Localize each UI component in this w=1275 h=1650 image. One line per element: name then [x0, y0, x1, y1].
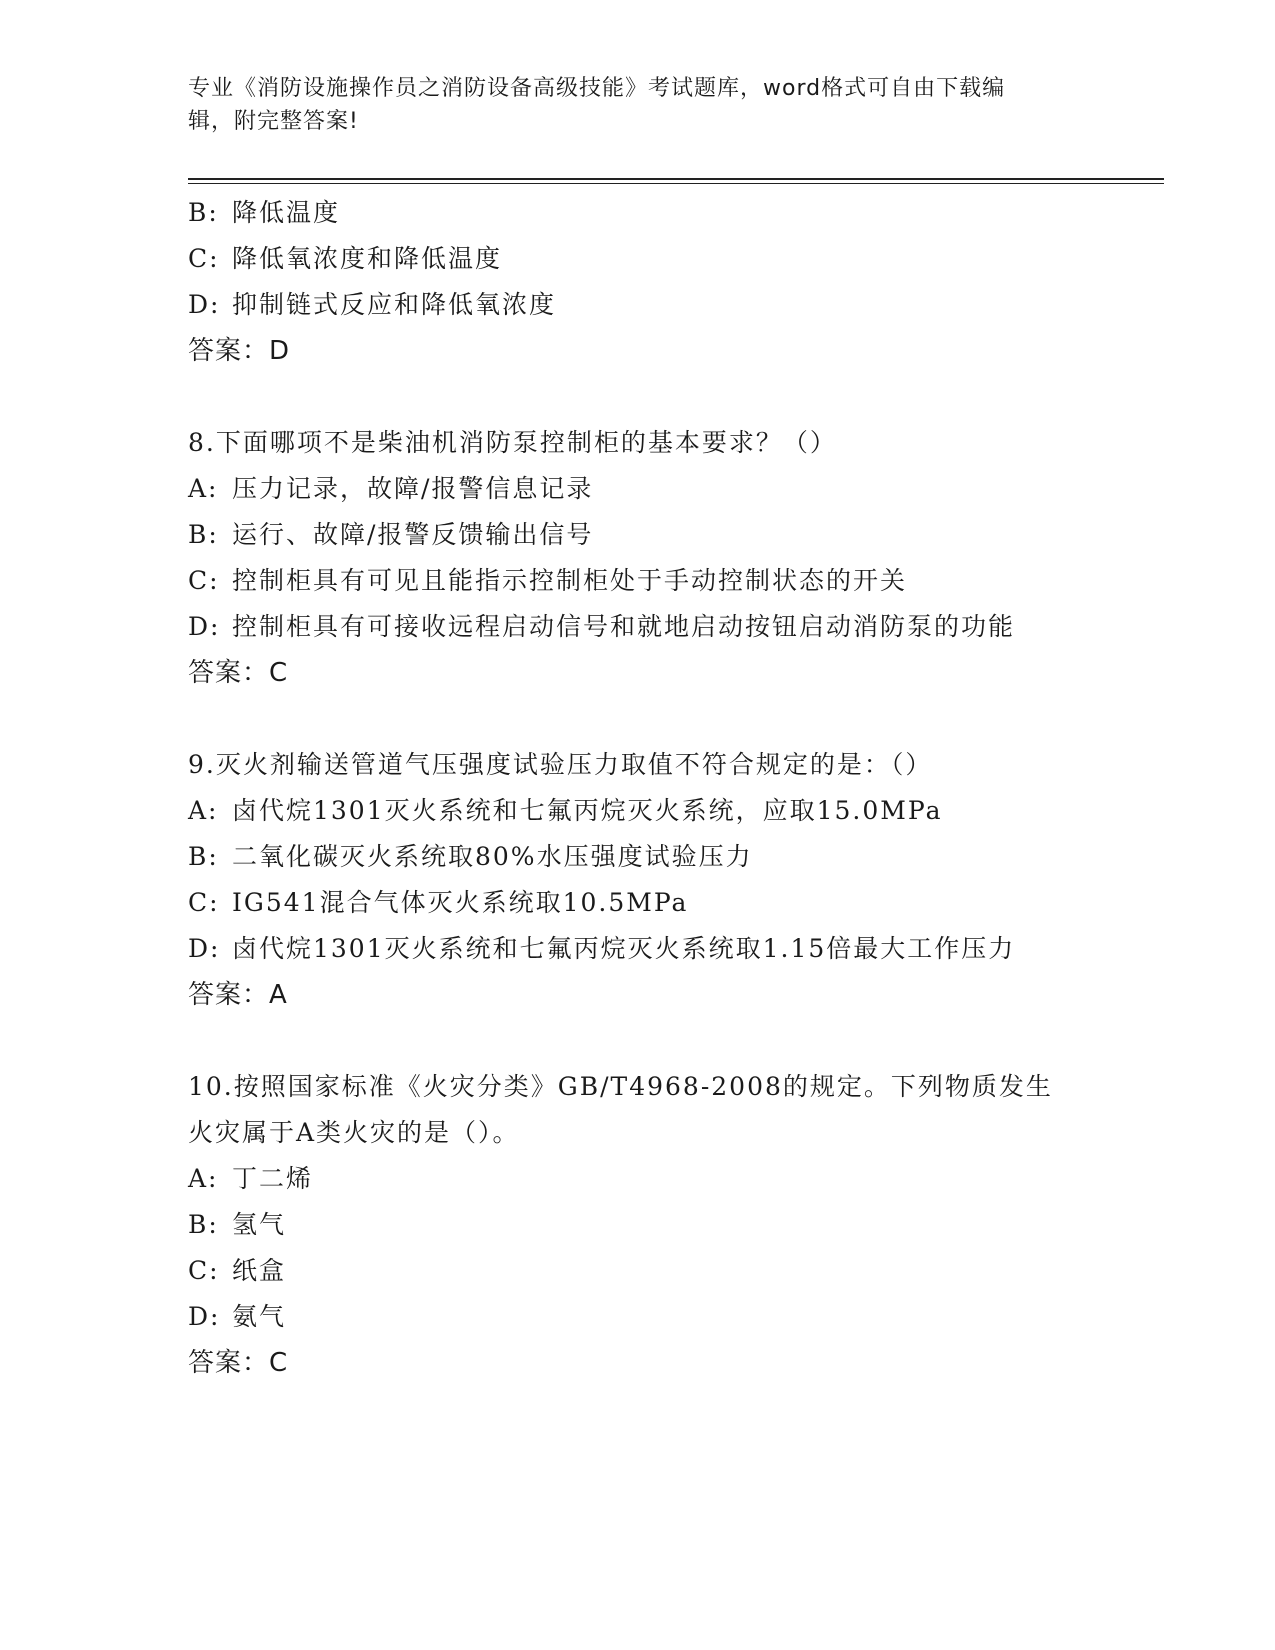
answer-line: 答案：D: [188, 336, 291, 366]
option-text: 控制柜具有可见且能指示控制柜处于手动控制状态的开关: [232, 566, 908, 595]
header-rule-thin: [188, 183, 1164, 184]
question-title-line-2: 火灾属于A类火灾的是（）。: [188, 1118, 520, 1147]
option-d: [188, 926, 1088, 972]
option-label: A:: [188, 474, 219, 503]
option-label: C:: [188, 566, 220, 595]
answer-line: 答案：A: [188, 980, 288, 1010]
option-text: 抑制链式反应和降低氧浓度: [232, 290, 557, 319]
option-label: C:: [188, 888, 220, 917]
answer-line: 答案：C: [188, 1348, 289, 1378]
option-text: 丁二烯: [232, 1164, 314, 1193]
question-title: 9.灭火剂输送管道气压强度试验压力取值不符合规定的是：（）: [188, 750, 933, 779]
spacer: [188, 1018, 1088, 1064]
option-label: B:: [188, 198, 219, 227]
option-text: 氨气: [232, 1302, 287, 1331]
option-d: [188, 604, 1088, 650]
header-line-2: 辑，附完整答案!: [188, 109, 359, 134]
option-label: B:: [188, 520, 219, 549]
question-title-line-1: 10.按照国家标准《火灾分类》GB/T4968-2008的规定。下列物质发生: [188, 1072, 1053, 1101]
option-text: 控制柜具有可接收远程启动信号和就地启动按钮启动消防泵的功能: [232, 612, 1016, 641]
option-label: D:: [188, 934, 221, 963]
question-9: [188, 742, 1088, 1018]
option-text: 压力记录，故障/报警信息记录: [232, 474, 594, 503]
option-label: A:: [188, 796, 219, 825]
answer-line: 答案：C: [188, 658, 289, 688]
option-text: 纸盒: [232, 1256, 287, 1285]
option-text: 卤代烷1301灭火系统和七氟丙烷灭火系统取1.15倍最大工作压力: [232, 934, 1016, 963]
option-text: 运行、故障/报警反馈输出信号: [232, 520, 594, 549]
option-b: [188, 190, 1088, 236]
option-text: 氢气: [232, 1210, 287, 1239]
option-text: 降低温度: [232, 198, 341, 227]
option-label: B:: [188, 842, 219, 871]
option-b: [188, 512, 1088, 558]
option-d: [188, 1294, 1088, 1340]
option-label: C:: [188, 244, 220, 273]
option-label: C:: [188, 1256, 220, 1285]
option-text: 卤代烷1301灭火系统和七氟丙烷灭火系统，应取15.0MPa: [232, 796, 943, 825]
option-label: B:: [188, 1210, 219, 1239]
question-8: [188, 420, 1088, 696]
option-label: D:: [188, 1302, 221, 1331]
option-a: [188, 1156, 1088, 1202]
option-text: IG541混合气体灭火系统取10.5MPa: [232, 888, 689, 917]
option-c: [188, 880, 1088, 926]
option-c: [188, 558, 1088, 604]
question-partial: [188, 190, 1088, 374]
document-header: [188, 72, 1068, 138]
option-a: [188, 788, 1088, 834]
option-c: [188, 236, 1088, 282]
option-text: 二氧化碳灭火系统取80%水压强度试验压力: [232, 842, 753, 871]
option-text: 降低氧浓度和降低温度: [232, 244, 503, 273]
option-a: [188, 466, 1088, 512]
question-10: [188, 1064, 1088, 1386]
spacer: [188, 374, 1088, 420]
spacer: [188, 696, 1088, 742]
option-label: A:: [188, 1164, 219, 1193]
question-title: 8.下面哪项不是柴油机消防泵控制柜的基本要求？（）: [188, 428, 837, 457]
option-c: [188, 1248, 1088, 1294]
option-b: [188, 1202, 1088, 1248]
option-d: [188, 282, 1088, 328]
option-label: D:: [188, 290, 221, 319]
option-b: [188, 834, 1088, 880]
option-label: D:: [188, 612, 221, 641]
header-rule-thick: [188, 178, 1164, 180]
question-content: [188, 190, 1088, 1386]
header-line-1: 专业《消防设施操作员之消防设备高级技能》考试题库，word格式可自由下载编: [188, 76, 1006, 101]
